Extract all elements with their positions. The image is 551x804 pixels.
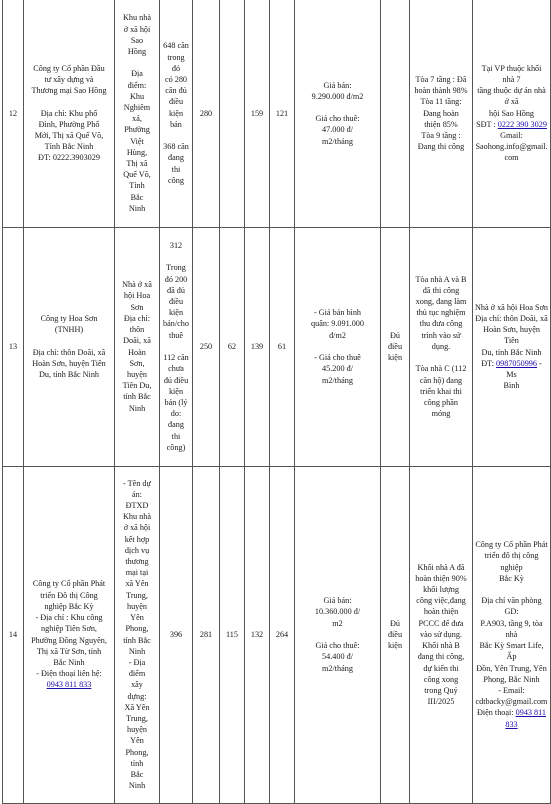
cell-text-line: 368 căn: [163, 142, 189, 152]
cell-text-line: Bắc Ninh: [53, 657, 85, 667]
sold-units-cell: 159: [245, 0, 270, 227]
cell-text-line: đang thi công,: [417, 652, 465, 662]
cell-text-line: tỉnh: [130, 758, 144, 768]
cell-text-line: [297, 629, 378, 640]
cell-text-line: Thương mại Sao Hồng: [31, 86, 107, 96]
registered-units-cell: 115: [220, 466, 245, 803]
cell-text-line: Hoàn Sơn, huyện Tiên: [483, 325, 540, 346]
cell-text-line: - Giá bán bình: [313, 308, 362, 318]
cell-text-line: [297, 102, 378, 113]
cell-text-line: cdtbacky@gmail.com: [475, 697, 548, 707]
cell-text-line: Thị xã: [126, 159, 148, 169]
progress-cell: [410, 0, 473, 227]
cell-text-line: trình vào sử: [421, 330, 461, 340]
cell-text-line: án:: [131, 489, 142, 499]
cell-text-line: Du, tỉnh Bắc Ninh: [38, 369, 100, 379]
cell-text-line: Giá bán:: [323, 80, 352, 90]
cell-text-line: Tiên Du,: [122, 381, 152, 391]
contact-cell: [473, 0, 551, 227]
total-units-cell: [160, 466, 193, 803]
cell-text-line: điều: [168, 97, 184, 107]
cell-text-line: - Giá cho thuê: [314, 353, 361, 363]
cell-text-line: xây: [131, 680, 143, 690]
cell-text-line: Ninh: [128, 781, 146, 791]
cell-text-line: kết hợp: [124, 534, 150, 544]
table-body: [3, 0, 551, 803]
cell-text-line: Saohong.info@gmail.com: [475, 142, 548, 163]
row-number-cell: 12: [3, 0, 24, 227]
cell-text-line: Khu: [129, 91, 145, 101]
cell-text-line: huyện: [126, 601, 147, 611]
cell-text-line: hội Sao Hồng: [488, 108, 535, 118]
price-cell: [295, 227, 381, 466]
cell-text-line: hội Hoa: [123, 291, 151, 301]
cell-text-line: Yên: [130, 736, 144, 746]
condition-cell: [381, 466, 410, 803]
cell-text-line: Địa chỉ:: [123, 313, 151, 323]
cell-text-line: Đủ: [389, 330, 400, 340]
cell-text-line: Tòa 7 tầng : Đã: [415, 75, 467, 85]
cell-text-line: huyện: [126, 725, 147, 735]
cell-text-line: có 280: [164, 75, 188, 85]
cell-text-line: Bình: [503, 381, 520, 391]
cell-text-line: m2: [332, 618, 343, 628]
project-cell: [115, 227, 160, 466]
cell-text-line: ở xã hội: [123, 24, 151, 34]
cell-text-line: chưa: [168, 364, 184, 374]
cell-text-line: điểm:: [127, 80, 147, 90]
cell-text-line: m2/tháng: [322, 375, 353, 385]
cell-text-line: đã đủ: [167, 285, 185, 295]
cell-text-line: 396: [169, 629, 183, 639]
cell-text-line: thủ tục nghiệm: [416, 308, 466, 318]
cell-text-line: ĐTXD: [125, 501, 149, 511]
cell-text-line: thuê: [168, 330, 184, 340]
cell-text-line: Công ty Cổ phần Phát: [32, 579, 106, 589]
cell-text-line: [412, 352, 470, 363]
cell-text-line: Địa chỉ văn phòng GD:: [481, 596, 542, 617]
cell-text-line: Khối nhà B: [422, 641, 460, 651]
cell-text-line: [162, 341, 190, 352]
cell-text-line: kiện: [168, 386, 184, 396]
cell-text-line: công xong: [423, 674, 459, 684]
cell-text-line: Phường: [124, 125, 150, 135]
progress-cell: [410, 227, 473, 466]
cell-text-line: Du, tỉnh Bắc Ninh: [481, 347, 542, 357]
total-units-cell: [160, 0, 193, 227]
cell-text-line: Doãi, xã: [123, 336, 151, 346]
cell-text-line: nghiệp Tiên Sơn,: [41, 624, 97, 634]
cell-text-line: Phong,: [125, 747, 149, 757]
phone-link[interactable]: 0943 811 833: [505, 708, 547, 729]
cell-text-line: kiện: [387, 641, 403, 651]
cell-text-line: Nhà ở xã: [122, 280, 152, 290]
cell-text-line: vào sử dụng.: [420, 629, 462, 639]
phone-link[interactable]: 0943 811 833: [46, 680, 92, 690]
cell-text-line: 45.200 đ/: [322, 364, 353, 374]
cell-text-line: ĐT: 0222.3903029: [38, 153, 100, 163]
cell-text-line: Công ty Cổ phần Đầu: [33, 63, 105, 73]
cell-text-line: Khu nhà: [123, 512, 151, 522]
cell-text-line: Tỉnh Bắc Ninh: [44, 142, 94, 152]
cell-text-line: Trung,: [126, 713, 148, 723]
cell-text-line: Đồn, Yên Trung, Yên: [476, 663, 547, 673]
cell-text-line: Khu nhà: [123, 13, 151, 23]
contact-cell: [473, 227, 551, 466]
cell-text-line: đã thi công: [422, 285, 460, 295]
cell-text-line: tầng thuộc dự án nhà ở xã: [477, 86, 546, 107]
cell-text-line: Việt: [130, 136, 144, 146]
cell-text-line: Tòa nhà C (112: [415, 364, 467, 374]
cell-text-line: công phần: [424, 397, 458, 407]
cell-text-line: bán (lý: [164, 397, 188, 407]
remaining-units-cell: 264: [270, 466, 295, 803]
cell-text-line: Bắc Kỳ Smart Life, Ấp: [479, 641, 544, 662]
cell-text-line: đủ điều: [163, 375, 189, 385]
cell-text-line: triển đô thị công nghiệp: [484, 551, 539, 572]
cell-text-line: nghiệp Bắc Kỳ: [44, 601, 94, 611]
cell-text-line: kiện: [168, 308, 184, 318]
cell-text-line: - Điện thoại liên hệ:: [36, 669, 102, 679]
cell-text-line: kiện: [387, 353, 403, 363]
cell-text-line: Công ty Hoa Sơn: [40, 313, 98, 323]
cell-text-line: hoàn thành 98%: [414, 86, 468, 96]
row-number-cell: 14: [3, 466, 24, 803]
cell-text-line: - Email:: [498, 685, 525, 695]
cell-text-line: PCCC để đưa: [418, 618, 464, 628]
cell-text-line: [162, 251, 190, 262]
cell-text-line: [26, 679, 112, 690]
cell-text-line: đó: [171, 63, 181, 73]
cell-text-line: Khối nhà A đã: [417, 562, 465, 572]
cell-text-line: công: [168, 175, 184, 185]
cell-text-line: thiện 85%: [424, 119, 458, 129]
cell-text-line: Ninh: [128, 403, 146, 413]
cell-text-line: Địa chỉ: Khu phố: [40, 108, 98, 118]
cell-text-line: mại tại: [125, 568, 149, 578]
cell-text-line: điều: [387, 341, 403, 351]
cell-text-line: do:: [170, 409, 182, 419]
cell-text-line: Tòa 9 tầng :: [421, 131, 461, 141]
cell-text-line: dựng:: [127, 691, 147, 701]
cell-text-line: 47.000 đ/: [322, 125, 353, 135]
cell-text-line: [297, 341, 378, 352]
progress-cell: [410, 466, 473, 803]
condition-cell: [381, 227, 410, 466]
cell-text-line: m2/tháng: [322, 663, 353, 673]
cell-text-line: 112 căn: [163, 353, 189, 363]
registered-units-cell: 62: [220, 227, 245, 466]
cell-text-line: Điện thoại: 0943 811 833: [476, 708, 547, 729]
cell-text-line: [117, 57, 157, 68]
cell-text-line: Tại VP thuộc khối nhà 7: [481, 63, 542, 85]
sold-units-cell: 139: [245, 227, 270, 466]
cell-text-line: dịch vụ: [124, 545, 150, 555]
cell-text-line: [26, 335, 112, 346]
cell-text-line: Sao: [130, 35, 144, 45]
cell-text-line: Hùng,: [126, 147, 148, 157]
cell-text-line: Tòa nhà A và B: [415, 274, 467, 284]
cell-text-line: Địa: [131, 69, 143, 79]
cell-text-line: thi: [171, 431, 181, 441]
cell-text-line: 10.360.000 đ/: [314, 607, 361, 617]
cell-text-line: Hoàn: [128, 347, 146, 357]
cell-text-line: Xã Yên: [124, 702, 150, 712]
cell-text-line: Bắc: [130, 769, 144, 779]
cell-text-line: dụng.: [431, 341, 451, 351]
cell-text-line: thương: [125, 557, 149, 567]
cell-text-line: Phường Đồng Nguyên,: [31, 635, 107, 645]
cell-text-line: Sơn,: [129, 358, 145, 368]
cell-text-line: Đủ: [389, 618, 400, 628]
cell-text-line: hoàn thiện: [423, 607, 459, 617]
phone-link[interactable]: 0987050996: [496, 358, 537, 368]
cell-text-line: - Tên dự: [123, 478, 151, 488]
cell-text-line: triển khai thi: [420, 386, 462, 396]
cell-text-line: Hồng: [127, 47, 147, 57]
cell-text-line: căn đủ: [165, 86, 187, 96]
cell-text-line: thi: [171, 164, 181, 174]
cell-text-line: Mới, Thị xã Quế Võ,: [34, 131, 104, 141]
cell-text-line: móng: [431, 409, 451, 419]
cell-text-line: căn hộ) đang: [419, 375, 463, 385]
cell-text-line: Phong,: [125, 624, 149, 634]
contact-cell: [473, 466, 551, 803]
cell-text-line: Trong: [166, 263, 186, 273]
cell-text-line: tỉnh Bắc: [123, 392, 151, 402]
registered-units-cell: [220, 0, 245, 227]
cell-text-line: hoàn thiện 90%: [415, 573, 467, 583]
cell-text-line: Trung,: [126, 590, 148, 600]
table-row: [3, 0, 551, 227]
cell-text-line: Giá cho thuê:: [315, 114, 360, 124]
cell-text-line: xá,: [132, 114, 142, 124]
cell-text-line: bán/cho: [163, 319, 189, 329]
cell-text-line: Địa chỉ: thôn Doãi, xã: [32, 347, 106, 357]
cell-text-line: m2/tháng: [322, 136, 353, 146]
cell-text-line: P.A903, tầng 9, tòa nhà: [480, 618, 543, 639]
cell-text-line: - Địa chỉ : Khu công: [35, 613, 103, 623]
cell-text-line: Địa chỉ: thôn Doãi, xã: [475, 313, 548, 323]
cell-text-line: thu đưa công: [419, 319, 463, 329]
cell-text-line: công việc,đang: [416, 596, 466, 606]
cell-text-line: [475, 584, 548, 595]
remaining-units-cell: 121: [270, 0, 295, 227]
cell-text-line: trong: [167, 52, 185, 62]
total-units-cell: [160, 227, 193, 466]
cell-text-line: SĐT : 0222 390 3029: [476, 119, 547, 129]
cell-text-line: đang: [168, 153, 184, 163]
cell-text-line: Giá cho thuê:: [315, 641, 360, 651]
approved-units-cell: 250: [193, 227, 220, 466]
investor-cell: [24, 227, 115, 466]
cell-text-line: Công ty Cổ phần Phát: [475, 540, 548, 550]
housing-projects-table: [2, 0, 551, 804]
cell-text-line: 54.400 đ/: [322, 652, 353, 662]
cell-text-line: triển Đô thị Công: [40, 590, 98, 600]
cell-text-line: Tỉnh: [129, 181, 145, 191]
cell-text-line: Nhà ở xã hội Hoa Sơn: [475, 302, 549, 312]
cell-text-line: Phong, Bắc Ninh: [483, 674, 540, 684]
cell-text-line: đ/m2: [329, 330, 346, 340]
cell-text-line: (TNHH): [54, 325, 84, 335]
approved-units-cell: 280: [193, 0, 220, 227]
cell-text-line: đang: [168, 420, 184, 430]
cell-text-line: Thị xã Từ Sơn, tỉnh: [36, 646, 102, 656]
price-cell: [295, 0, 381, 227]
cell-text-line: điều: [387, 629, 403, 639]
cell-text-line: huyện: [126, 369, 147, 379]
condition-cell: [381, 0, 410, 227]
cell-text-line: Giá bán:: [323, 596, 352, 606]
cell-text-line: ĐT: 0987050996 - Ms: [481, 358, 542, 379]
cell-text-line: [26, 96, 112, 107]
row-number-cell: 13: [3, 227, 24, 466]
cell-text-line: Sơn: [130, 302, 144, 312]
cell-text-line: Tòa 11 tầng:: [420, 97, 462, 107]
project-cell: [115, 0, 160, 227]
cell-text-line: Ninh: [128, 203, 146, 213]
cell-text-line: Ninh: [128, 646, 146, 656]
project-cell: [115, 466, 160, 803]
investor-cell: [24, 466, 115, 803]
cell-text-line: 9.290.000 đ/m2: [311, 91, 364, 101]
cell-text-line: bán: [170, 119, 182, 129]
cell-text-line: Nghiêm: [123, 103, 151, 113]
investor-cell: [24, 0, 115, 227]
cell-text-line: điểm: [128, 669, 146, 679]
cell-text-line: 648 căn: [163, 41, 189, 51]
cell-text-line: - Địa: [128, 657, 146, 667]
table-row: [3, 227, 551, 466]
cell-text-line: quân: 9.091.000: [311, 319, 364, 329]
cell-text-line: điều: [168, 297, 184, 307]
phone-link[interactable]: 0222 390 3029: [497, 119, 547, 129]
cell-text-line: xã Yên: [125, 579, 149, 589]
table-row: [3, 466, 551, 803]
sold-units-cell: 132: [245, 466, 270, 803]
cell-text-line: Đang hoàn: [423, 108, 459, 118]
cell-text-line: Quế Võ,: [123, 170, 151, 180]
cell-text-line: tỉnh Bắc: [123, 635, 151, 645]
cell-text-line: III/2025: [427, 697, 455, 707]
cell-text-line: Bắc: [130, 192, 144, 202]
cell-text-line: đó 200: [164, 274, 188, 284]
cell-text-line: Đang thi công: [417, 142, 465, 152]
cell-text-line: Bắc Kỳ: [499, 573, 524, 583]
cell-text-line: ở xã hội: [123, 523, 151, 533]
cell-text-line: 312: [169, 241, 183, 251]
cell-text-line: Gmail:: [500, 131, 523, 141]
cell-text-line: khối lượng: [423, 585, 459, 595]
cell-text-line: kiện: [168, 108, 184, 118]
price-cell: [295, 466, 381, 803]
cell-text-line: Đình, Phường Phố: [38, 119, 100, 129]
cell-text-line: [162, 130, 190, 141]
remaining-units-cell: 61: [270, 227, 295, 466]
cell-text-line: xong, đang làm: [415, 297, 467, 307]
cell-text-line: trong Quý: [424, 685, 458, 695]
cell-text-line: dự kiến thi: [423, 663, 459, 673]
approved-units-cell: 281: [193, 466, 220, 803]
cell-text-line: thôn: [129, 325, 145, 335]
cell-text-line: Hoàn Sơn, huyện Tiên: [32, 358, 106, 368]
cell-text-line: công): [166, 442, 186, 452]
cell-text-line: tư xây dựng và: [44, 75, 94, 85]
cell-text-line: Yên: [130, 613, 144, 623]
